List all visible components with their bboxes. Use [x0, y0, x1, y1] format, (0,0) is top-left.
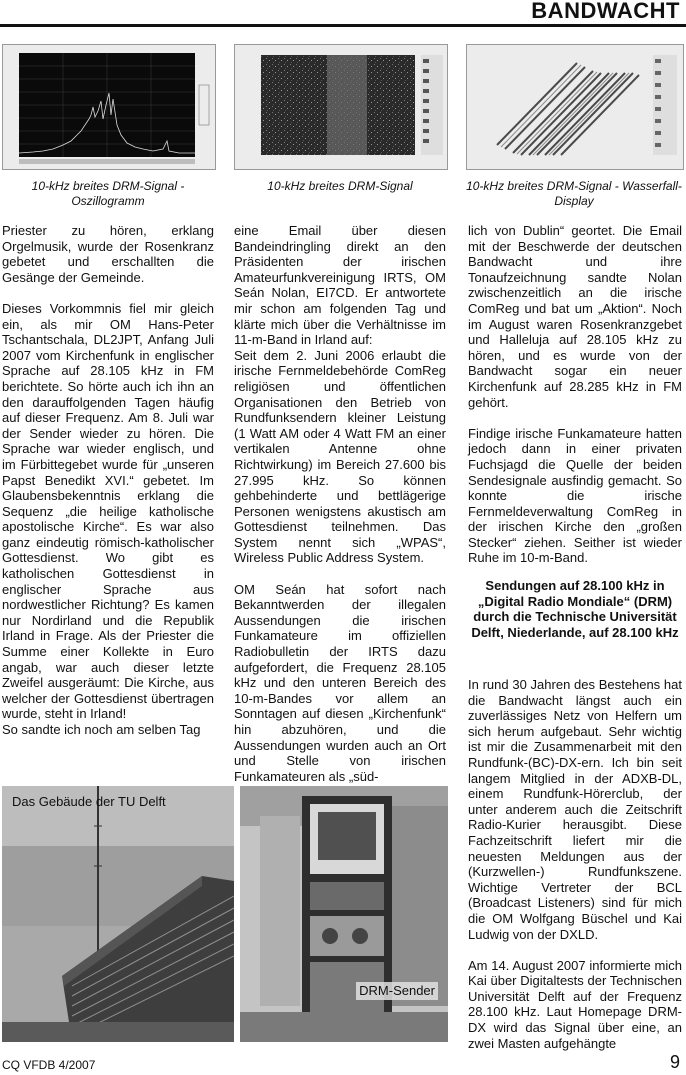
- section-title: BANDWACHT: [531, 0, 680, 23]
- figure-drm-signal: [234, 44, 448, 170]
- article-column-3-continued: [468, 677, 682, 1051]
- page-number: 9: [669, 1052, 680, 1072]
- spectrum-image: [235, 45, 447, 169]
- transmitter-image: [240, 786, 448, 1042]
- paragraph: So sandte ich noch am selben Tag: [2, 722, 201, 737]
- oscillogram-image: [3, 45, 215, 169]
- section-subheading: Sendungen auf 28.100 kHz in „Digital Radio Mondiale“ (DRM) durch die Technische Universität Delft, Niederlande, auf 28.100 kHz: [471, 578, 679, 640]
- paragraph: OM Seán hat sofort nach Bekanntwerden der illegalen Aussendungen die irischen Funkamateure im offiziellen Radiobulletin der IRTS dazu aufgefordert, die Frequenz 28.105 kHz und den unteren Bereich des 10-m-Bandes vor allem an Sonntagen auf diesen „Kirchenfunk“ hin abzuhören, und die Aussendungen wurden auch an Ort und Stelle von irischen Funkamateuren als „süd-: [234, 581, 446, 784]
- photo-label-building: Das Gebäude der TU Delft: [12, 794, 166, 809]
- figure-caption: 10-kHz breites DRM-Signal - Wasserfall-Display: [466, 179, 682, 208]
- paragraph: Dieses Vorkommnis fiel mir gleich ein, als mir OM Hans-Peter Tschantschala, DL2JPT, Anfang Juli 2007 vom Kirchenfunk in englischer Sprache auf 28.105 kHz in FM berichtete. So hörte auch ich ihn an den darauffolgenden Tagen häufig auf dieser Frequenz. Am 8. Juli war der Sender wieder zu hören. Die Sprache war wieder englisch, und im Fürbittegebet wurde für „unseren Papst Benedikt XVI.“ gebetet. Im Glaubensbekenntnis erklang die Sequenz „die heilige katholische apostolische Kirche“. Es war also ganz eindeutig römisch-katholischer Gottesdienst. Wo gibt es katholischen Gottesdienst in englischer Sprache aus nordwestlicher Richtung? Es kamen nur Nordirland und die Republik Irland in Frage. Als der Priester die Summe einer Kollekte in Euro angab, war auch dieser letzte Zweifel ausgeräumt: Die Kirche, aus welcher der Gottesdienst übertragen wurde, steht in Irland!: [2, 300, 214, 722]
- paragraph: In rund 30 Jahren des Bestehens hat die Bandwacht längst auch ein zuverlässiges Netz von Helfern um sich herum aufgebaut. Sehr wichtig ist mir die Zusammenarbeit mit den Rundfunk-(BC)-DX-ern. Ich bin seit langem Mitglied in der ADXB-DL, einem Rundfunk-Hörerclub, der unter anderem auch die Zeitschrift Radio-Kurier herausgibt. Diese Fachzeitschrift liefert mir die neuesten Meldungen aus der (Kurzwellen-) Rundfunkszene. Wichtige Vertreter der BCL (Broadcast Listeners) sind für mich die OM Wolfgang Büschel und Kai Ludwig von der DXLD.: [468, 677, 682, 942]
- building-image: [2, 786, 234, 1042]
- figure-caption: 10-kHz breites DRM-Signal: [267, 179, 413, 193]
- footer-publication: CQ VFDB 4/2007: [2, 1058, 96, 1072]
- article-column-1: [2, 223, 214, 738]
- article-column-3: [468, 223, 682, 566]
- photo-drm-transmitter: [240, 786, 448, 1042]
- paragraph: lich von Dublin“ geortet. Die Email mit der Beschwerde der deutschen Bandwacht und ihre Tonaufzeichnung sandte Nolan zwischenzeitlich an die irische ComReg und bat um „Aktion“. Noch im August waren Rosenkranzgebet und Halleluja auf 28.105 kHz zu hören, und es wurde von der Bandwacht sogar ein neuer Kirchenfunk auf 28.285 kHz in FM gehört.: [468, 223, 682, 410]
- figure-caption: 10-kHz breites DRM-Signal - Oszillogramm: [31, 179, 185, 208]
- photo-tu-delft-building: [2, 786, 234, 1042]
- figure-waterfall: [466, 44, 684, 170]
- article-column-2: [234, 223, 446, 784]
- waterfall-image: [467, 45, 683, 169]
- photo-label-transmitter: DRM-Sender: [356, 982, 438, 1000]
- paragraph: Findige irische Funkamateure hatten jedoch dann in einer privaten Fuchsjagd die Quelle der beiden Sendesignale ausfindig gemacht. So konnte die irische Fernmeldeverwaltung ComReg in der irischen Kirche den „großen Stecker“ ziehen. Seither ist wieder Ruhe im 10-m-Band.: [468, 425, 682, 566]
- header-rule: [0, 24, 686, 27]
- paragraph: Am 14. August 2007 informierte mich Kai über Digitaltests der Technischen Universität Delft auf der Frequenz 28.100 kHz. Laut Homepage DRM-DX wird das Signal über eine, an zwei Masten aufgehängte: [468, 957, 682, 1051]
- paragraph: Priester zu hören, erklang Orgelmusik, wurde der Rosenkranz gebetet und erschallten die Gesänge der Gemeinde.: [2, 223, 214, 285]
- figure-oscillogram: [2, 44, 216, 170]
- paragraph: eine Email über diesen Bandeindringling direkt an den Präsidenten der irischen Amateurfunkvereinigung IRTS, OM Seán Nolan, EI7CD. Er antwortete mir schon am folgenden Tag und klärte mich über die Verhältnisse im 11-m-Band in Irland auf:: [234, 223, 446, 348]
- paragraph: Seit dem 2. Juni 2006 erlaubt die irische Fernmeldebehörde ComReg religiösen und öffentlichen Organisationen den Betrieb von Rundfunksendern kleiner Leistung (1 Watt AM oder 4 Watt FM an einer vertikalen Antenne ohne Richtwirkung) im Bereich 27.600 bis 27.995 kHz. So können gehbehinderte und bettlägerige Personen wenigstens akustisch am Gottesdienst teilnehmen. Das System nennt sich „WPAS“, Wireless Public Address System.: [234, 347, 446, 566]
